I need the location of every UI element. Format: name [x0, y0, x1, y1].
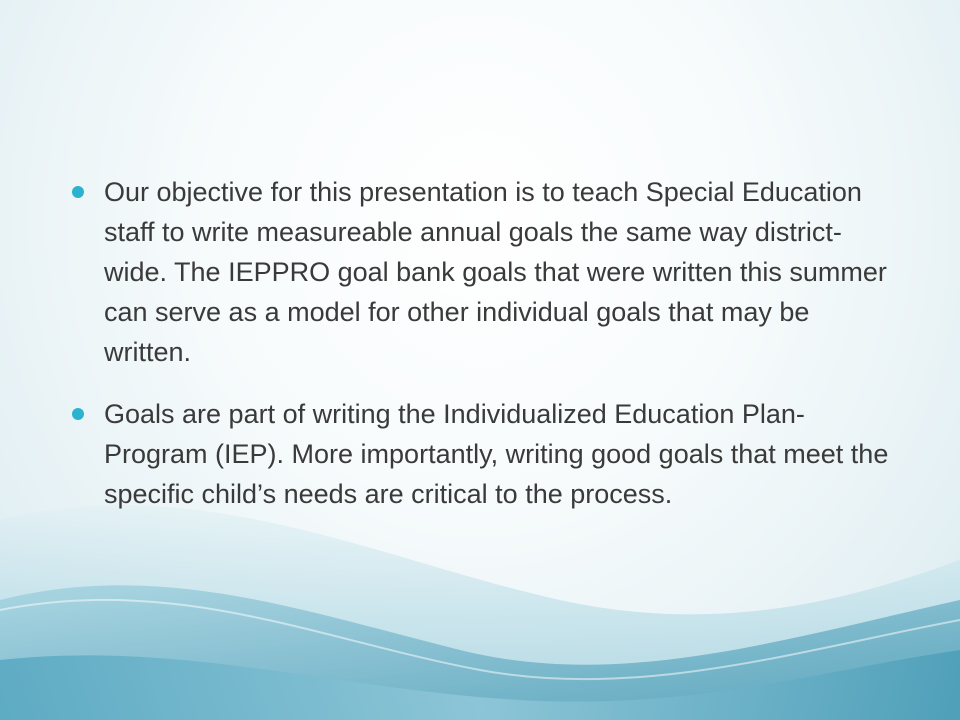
bullet-item-objective: [72, 172, 892, 372]
bullet-dot-icon: [72, 408, 84, 420]
bullet-dot-icon: [72, 186, 84, 198]
bullet-list: [72, 172, 892, 536]
bullet-item-goals: [72, 394, 892, 514]
bullet-text: Goals are part of writing the Individualized Education Plan-Program (IEP). More importantly, writing good goals that meet the specific child’s needs are critical to the process.: [104, 399, 889, 509]
bullet-text: Our objective for this presentation is to teach Special Education staff to write measureable annual goals the same way district-wide. The IEPPRO goal bank goals that were written this summer can serve as a model for other individual goals that may be written.: [104, 177, 887, 367]
